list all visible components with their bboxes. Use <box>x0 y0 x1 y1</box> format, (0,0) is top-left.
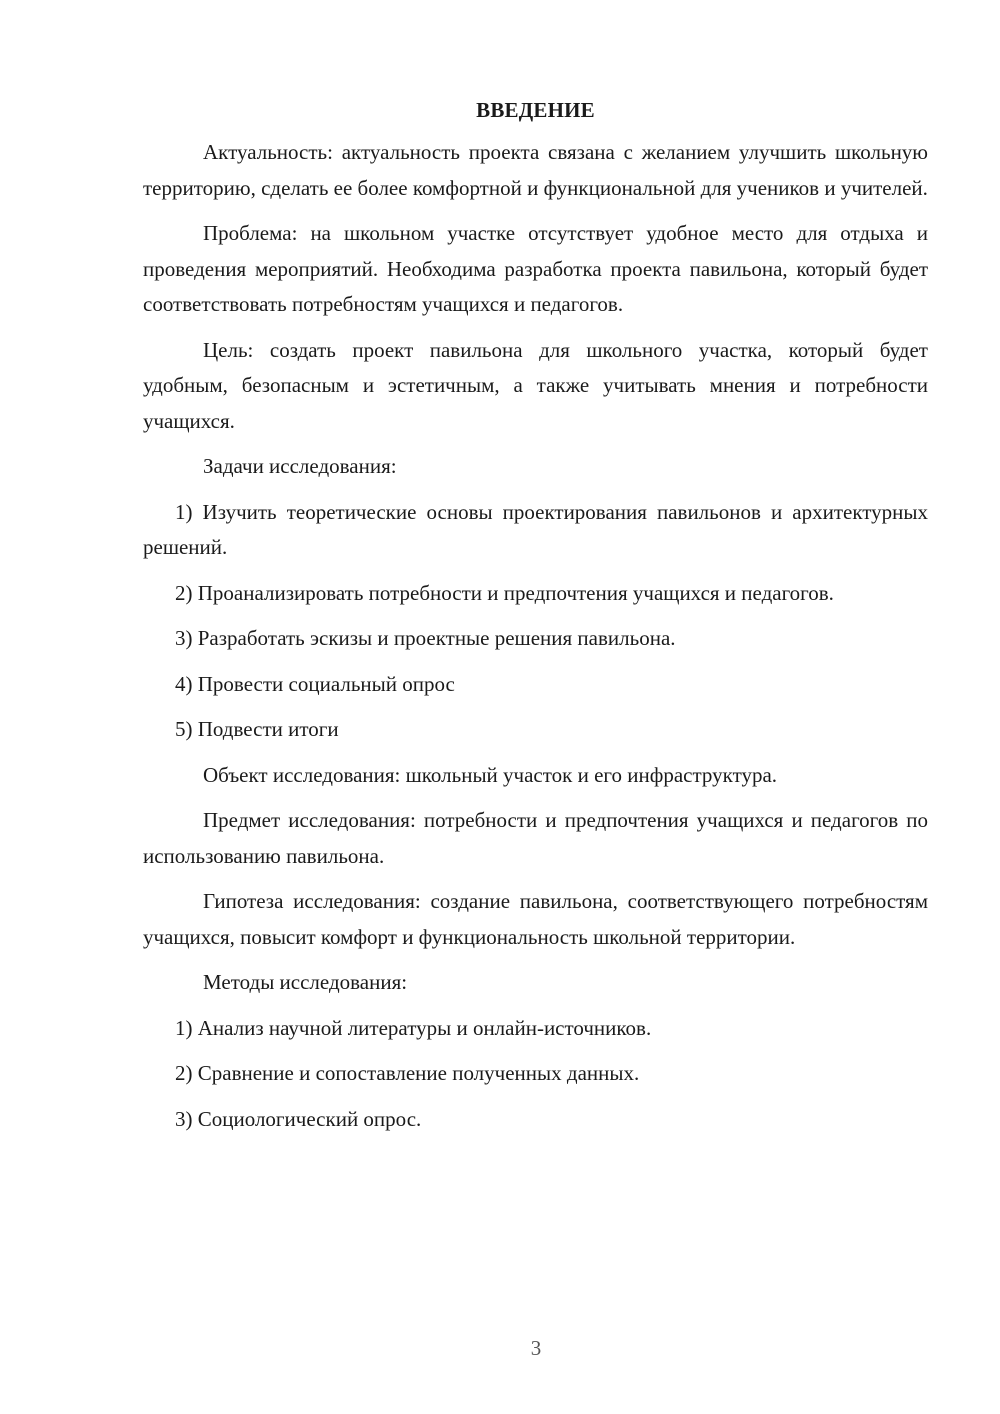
task-item-2: 2) Проанализировать потребности и предпочтения учащихся и педагогов. <box>175 580 834 605</box>
task-item-5: 5) Подвести итоги <box>175 717 339 741</box>
task-item-1: 1) Изучить теоретические основы проектирования павильонов и архитектурных решений. <box>143 499 928 559</box>
paragraph-problem: Проблема: на школьном участке отсутствует удобное место для отдыха и проведения мероприятий. Необходима разработка проекта павильона, который будет соответствовать потребностям учащихся и педагогов. <box>143 221 928 316</box>
paragraph-goal: Цель: создать проект павильона для школьного участка, который будет удобным, безопасным и эстетичным, а также учитывать мнения и потребности учащихся. <box>143 337 928 433</box>
page-content <box>143 93 928 1147</box>
paragraph-object: Объект исследования: школьный участок и его инфраструктура. <box>203 762 778 787</box>
task-item-4: 4) Провести социальный опрос <box>175 671 455 696</box>
paragraph-hypothesis: Гипотеза исследования: создание павильона, соответствующего потребностям учащихся, повысит комфорт и функциональность школьной территории. <box>143 889 928 949</box>
paragraph-tasks-heading: Задачи исследования: <box>203 454 397 478</box>
task-item-3: 3) Разработать эскизы и проектные решения павильона. <box>175 626 676 650</box>
paragraph-subject: Предмет исследования: потребности и предпочтения учащихся и педагогов по использованию павильона. <box>143 808 928 868</box>
section-title: ВВЕДЕНИЕ <box>476 98 595 122</box>
paragraph-relevance: Актуальность: актуальность проекта связана с желанием улучшить школьную территорию, сделать ее более комфортной и функциональной для учеников и учителей. <box>143 140 928 200</box>
page-number: 3 <box>530 1336 542 1360</box>
paragraph-methods-heading: Методы исследования: <box>203 970 408 994</box>
method-item-2: 2) Сравнение и сопоставление полученных данных. <box>175 1061 640 1085</box>
method-item-1: 1) Анализ научной литературы и онлайн-источников. <box>175 1015 652 1040</box>
method-item-3: 3) Социологический опрос. <box>175 1106 422 1131</box>
